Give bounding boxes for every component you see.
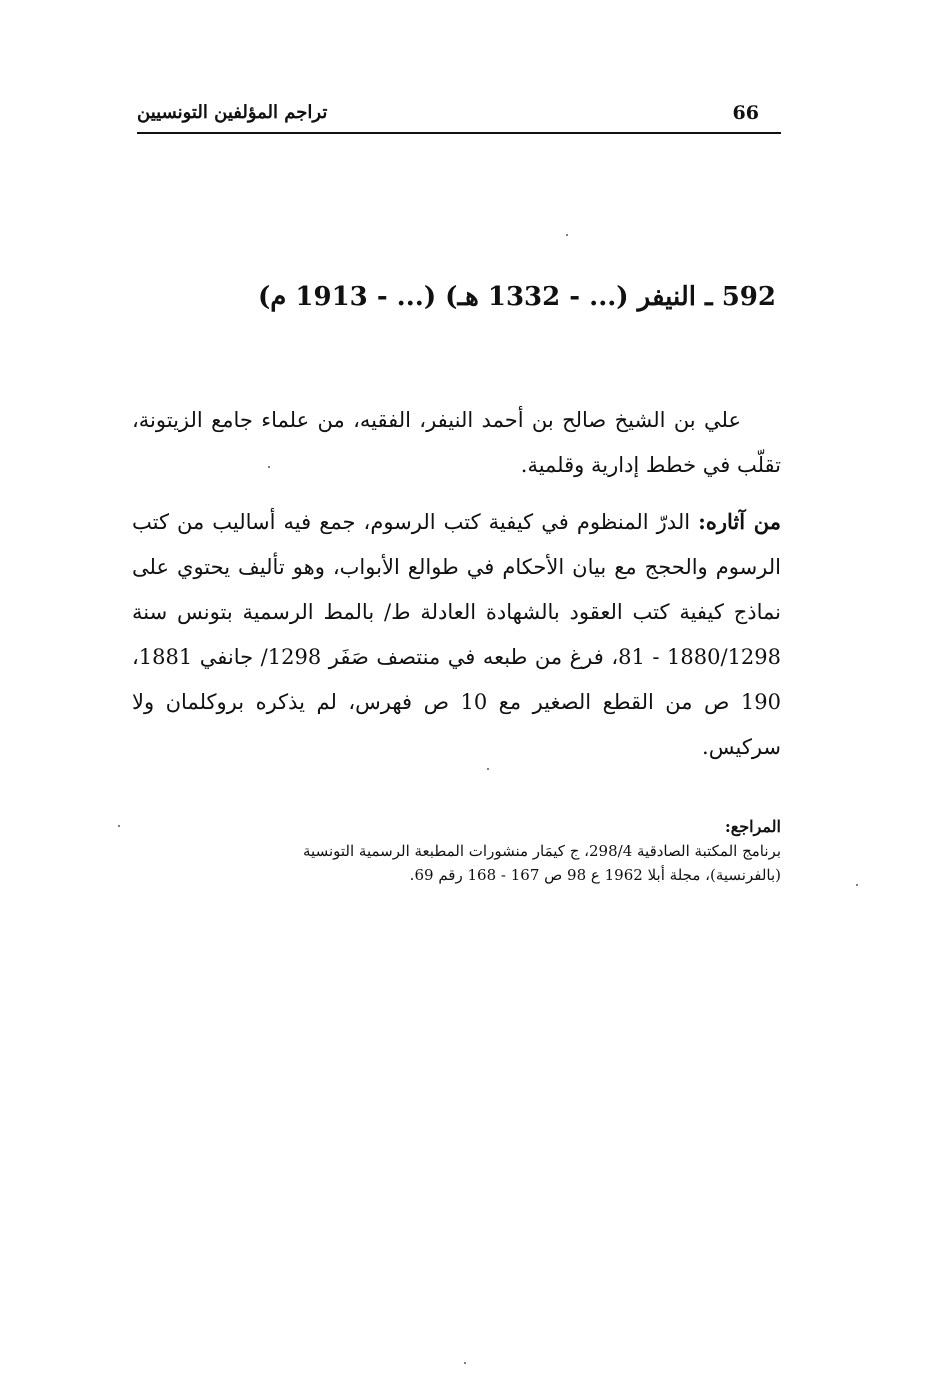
entry-heading: 592 ـ النيفر (... - 1332 هـ) (... - 1913 م) <box>257 282 776 312</box>
scan-speck <box>856 884 858 886</box>
scan-speck <box>464 1362 466 1364</box>
scan-speck <box>487 768 489 770</box>
running-header <box>137 98 781 134</box>
works-paragraph <box>132 499 781 770</box>
entry-intro-paragraph <box>132 398 781 488</box>
reference-line-2: (بالفرنسية)، مجلة أبلا 1962 ع 98 ص 167 - 168 رقم 69. <box>409 866 781 884</box>
works-label: من آثاره: <box>698 509 781 534</box>
works-text: الدرّ المنظوم في كيفية كتب الرسوم، جمع فيه أساليب من كتب الرسوم والحجج مع بيان الأحكام في طوالع الأبواب، وهو تأليف يحتوي على نماذج كيفية كتب العقود بالشهادة العادلة ط/ بالمط الرسمية بتونس سنة 1880/1298 - 81، فرغ من طبعه في منتصف صَفَر 1298/ جانفي 1881، 190 ص من القطع الصغير مع 10 ص فهرس، لم يذكره بروكلمان ولا سركيس. <box>132 510 782 759</box>
page-number: 66 <box>732 102 759 124</box>
header-title: تراجم المؤلفين التونسيين <box>137 102 328 123</box>
reference-line-1: برنامج المكتبة الصادقية 298/4، ج كيمَار منشورات المطبعة الرسمية التونسية <box>303 842 781 860</box>
references-section <box>132 815 781 887</box>
scan-speck <box>118 825 120 827</box>
intro-text: علي بن الشيخ صالح بن أحمد النيفر، الفقيه، من علماء جامع الزيتونة، تقلّب في خطط إدارية وقلمية. <box>132 408 781 477</box>
references-label: المراجع: <box>724 817 781 836</box>
scan-speck <box>566 234 568 236</box>
scan-speck <box>268 466 270 468</box>
